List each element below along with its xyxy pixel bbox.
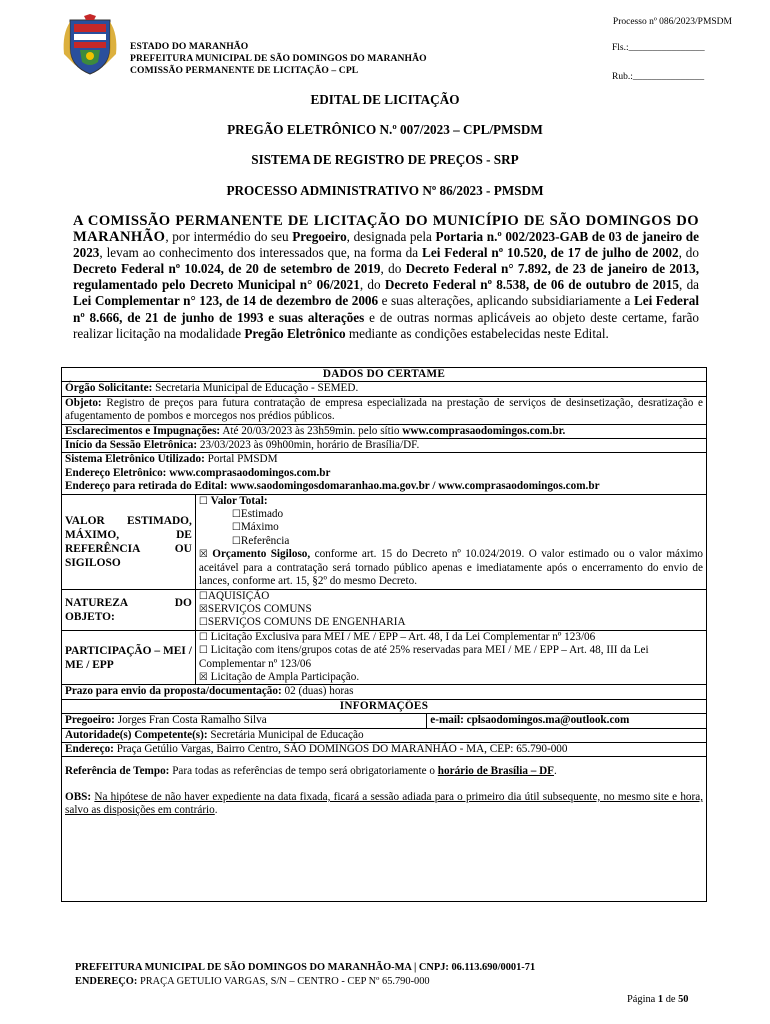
checkbox-empty-icon: ☐ <box>198 631 208 643</box>
row-pregoeiro: Pregoeiro: Jorges Fran Costa Ramalho Silva <box>62 714 427 728</box>
header-commission: COMISSÃO PERMANENTE DE LICITAÇÃO – CPL <box>130 65 359 76</box>
participacao-label: PARTICIPAÇÃO – MEI / ME / EPP <box>62 630 196 685</box>
intro-paragraph: A COMISSÃO PERMANENTE DE LICITAÇÃO DO MUNICÍPIO DE SÃO DOMINGOS DO MARANHÃO, por intermédio do seu Pregoeiro, designada pela Portaria n.º 002/2023-GAB de 03 de janeiro de 2023, levam ao conhecimento dos interessados que, na forma da Lei Federal nº 10.520, de 17 de julho de 2002, do Decreto Federal nº 10.024, de 20 de setembro de 2019, do Decreto Federal n° 7.892, de 23 de janeiro de 2013, regulamentado pelo Decreto Municipal n° 06/2021, do Decreto Federal nº 8.538, de 06 de outubro de 2015, da Lei Complementar n° 123, de 14 de dezembro de 2006 e suas alterações, aplicando subsidiariamente a Lei Federal nº 8.666, de 21 de junho de 1993 e suas alterações e de outras normas aplicáveis ao objeto deste certame, farão realizar licitação na modalidade Pregão Eletrônico mediante as condições estabelecidas neste Edital. <box>73 213 700 341</box>
checkbox-empty-icon: ☐ <box>198 495 208 507</box>
header-state: ESTADO DO MARANHÃO <box>130 41 249 52</box>
row-inicio: Início da Sessão Eletrônica: 23/03/2023 às 09h00min, horário de Brasília/DF. <box>62 439 707 453</box>
valor-options: ☐ Valor Total: ☐Estimado ☐Máximo ☐Referência ☒ Orçamento Sigiloso, conforme art. 15 do Decreto nº 10.024/2019. O valor estimado ou o valor máximo aceitável para a contratação será tornado público apenas e imediatamente após o encerramento do envio de lances, conforme art. 15, §2º do mesmo Decreto. <box>195 494 706 589</box>
row-endereco: Endereço: Praça Getúlio Vargas, Bairro Centro, SÃO DOMINGOS DO MARANHÃO - MA, CEP: 65.790-000 <box>62 742 707 756</box>
process-reference: Processo nº 086/2023/PMSDM <box>612 17 732 27</box>
header-prefecture: PREFEITURA MUNICIPAL DE SÃO DOMINGOS DO MARANHÃO <box>130 53 427 64</box>
footer-address: ENDEREÇO: PRAÇA GETULIO VARGAS, S/N – CENTRO - CEP Nº 65.790-000 <box>75 976 430 987</box>
checkbox-checked-icon: ☒ <box>198 603 208 615</box>
row-orgao: Órgão Solicitante: Secretaria Municipal de Educação - SEMED. <box>62 382 707 396</box>
processo-title: PROCESSO ADMINISTRATIVO Nº 86/2023 - PMSDM <box>226 183 544 198</box>
checkbox-checked-icon: ☒ <box>198 671 208 683</box>
checkbox-empty-icon: ☐ <box>198 617 208 629</box>
rub-field: Rub.:_______________ <box>612 72 705 82</box>
row-esclarecimentos: Esclarecimentos e Impugnações: Até 20/03/2023 às 23h59min. pelo sítio www.comprasaodomingos.com.br. <box>62 424 707 438</box>
checkbox-empty-icon: ☐ <box>231 509 241 521</box>
natureza-options: ☐AQUISIÇÃO ☒SERVIÇOS COMUNS ☐SERVIÇOS COMUNS DE ENGENHARIA <box>195 589 706 630</box>
pregao-title: PREGÃO ELETRÔNICO N.º 007/2023 – CPL/PMSDM <box>227 122 543 137</box>
fls-field: Fls.:________________ <box>612 43 705 53</box>
certame-data-table <box>61 367 707 902</box>
srp-title: SISTEMA DE REGISTRO DE PREÇOS - SRP <box>251 152 519 167</box>
row-retirada: Endereço para retirada do Edital: www.saodomingosdomaranhao.ma.gov.br / www.comprasaodomingos.com.br <box>62 480 707 494</box>
row-prazo: Prazo para envio da proposta/documentação: 02 (duas) horas <box>62 685 707 699</box>
row-email: e-mail: cplsaodomingos.ma@outlook.com <box>427 714 707 728</box>
natureza-label: NATUREZA DO OBJETO: <box>62 589 196 630</box>
obs-note: OBS: Na hipótese de não haver expediente na data fixada, ficará a sessão adiada para o primeiro dia útil subsequente, no mesmo site e hora, salvo as disposições em contrário. <box>65 790 704 817</box>
row-endereco-eletronico: Endereço Eletrônico: www.comprasaodomingos.com.br <box>62 467 707 480</box>
footer-prefecture: PREFEITURA MUNICIPAL DE SÃO DOMINGOS DO MARANHÃO-MA | CNPJ: 06.113.690/0001-71 <box>75 962 536 973</box>
row-sistema: Sistema Eletrônico Utilizado: Portal PMSDM <box>62 453 707 467</box>
checkbox-empty-icon: ☐ <box>231 535 241 547</box>
participacao-options: ☐ Licitação Exclusiva para MEI / ME / EPP – Art. 48, I da Lei Complementar nº 123/06 ☐ Licitação com itens/grupos cotas de até 25% reservadas para MEI / ME / EPP – Art. 48, III da Lei Complementar nº 123/06 ☒ Licitação de Ampla Participação. <box>195 630 706 685</box>
doc-title: EDITAL DE LICITAÇÃO <box>310 92 460 107</box>
checkbox-empty-icon: ☐ <box>198 590 208 602</box>
row-autoridade: Autoridade(s) Competente(s): Secretária Municipal de Educação <box>62 728 707 742</box>
row-referencia-obs <box>62 757 707 902</box>
checkbox-empty-icon: ☐ <box>231 522 241 534</box>
checkbox-empty-icon: ☐ <box>198 645 208 657</box>
page-number: Página 1 de 50 <box>627 994 689 1005</box>
municipal-coat-of-arms-logo <box>58 14 122 78</box>
checkbox-checked-icon: ☒ <box>198 549 208 561</box>
referencia-tempo: Referência de Tempo: Para todas as referências de tempo será obrigatoriamente o horário de Brasília – DF. <box>65 765 557 778</box>
table-header-dados: DADOS DO CERTAME <box>62 368 707 382</box>
table-header-informacoes: INFORMAÇÕES <box>62 699 707 713</box>
row-objeto: Objeto: Registro de preços para futura contratação de empresa especializada na prestação de serviços de desinsetização, desratização e afugentamento de pombos e morcegos nos prédios públicos. <box>62 396 707 424</box>
valor-label: VALOR ESTIMADO, MÁXIMO, DE REFERÊNCIA OU SIGILOSO <box>62 494 196 589</box>
